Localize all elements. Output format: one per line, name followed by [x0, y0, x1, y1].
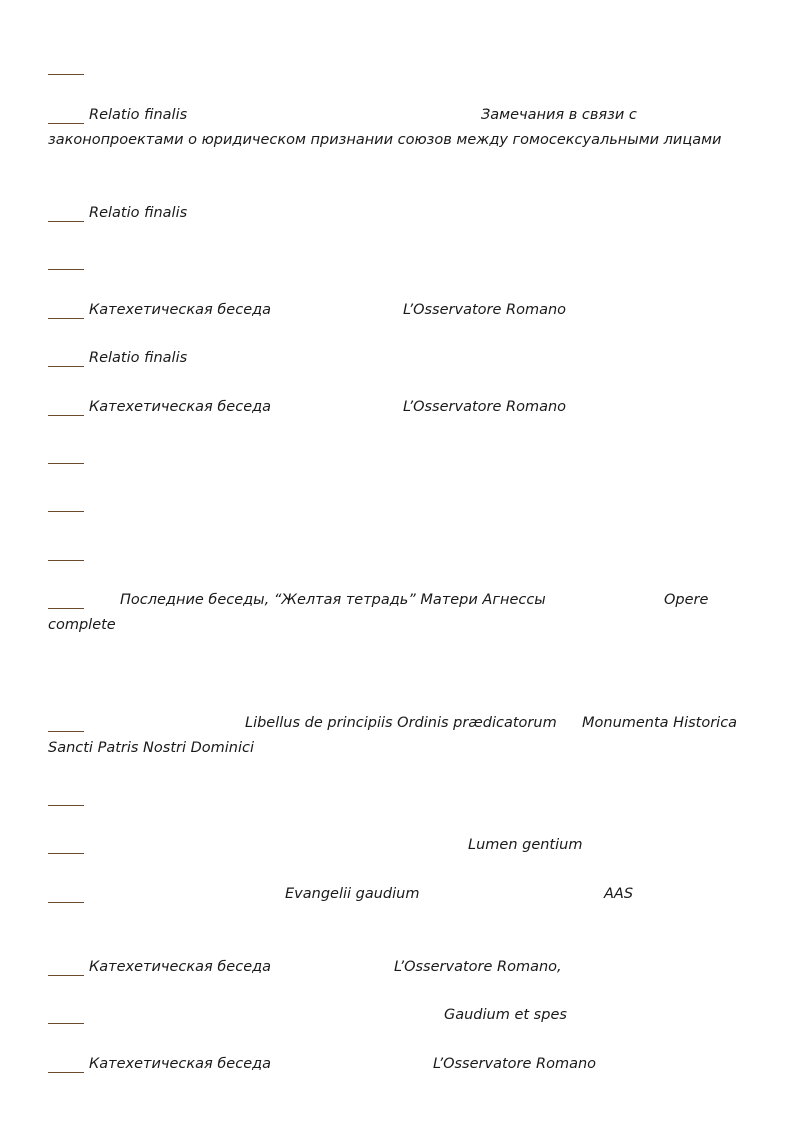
- source-title: Monumenta Historica: [582, 715, 738, 731]
- source-title: Relatio finalis: [89, 350, 188, 366]
- footnote-rule: [48, 511, 84, 512]
- footnote-rule: [48, 74, 84, 75]
- source-title: Lumen gentium: [468, 837, 583, 853]
- footnote-rule: [48, 1072, 84, 1073]
- footnote-rule: [48, 853, 84, 854]
- source-title: L’Osservatore Romano: [403, 302, 567, 318]
- footnote-rule: [48, 318, 84, 319]
- footnote-rule: [48, 221, 84, 222]
- source-title: Gaudium et spes: [444, 1007, 567, 1023]
- source-title: L’Osservatore Romano,: [394, 959, 562, 975]
- source-title: L’Osservatore Romano: [433, 1056, 597, 1072]
- source-title: Катехетическая беседа: [89, 959, 272, 975]
- footnote-rule: [48, 415, 84, 416]
- footnote-rule: [48, 366, 84, 367]
- source-title: законопроектами о юридическом признании союзов между гомосексуальными лицами: [48, 132, 722, 148]
- footnote-rule: [48, 560, 84, 561]
- source-title: Relatio finalis: [89, 205, 188, 221]
- source-title: Последние беседы, “Желтая тетрадь” Матери Агнессы: [120, 592, 546, 608]
- source-title: L’Osservatore Romano: [403, 399, 567, 415]
- footnote-rule: [48, 463, 84, 464]
- source-title: complete: [48, 617, 116, 633]
- source-title: Замечания в связи с: [481, 107, 637, 123]
- footnote-rule: [48, 123, 84, 124]
- footnote-rule: [48, 1023, 84, 1024]
- source-title: Катехетическая беседа: [89, 1056, 272, 1072]
- footnote-rule: [48, 731, 84, 732]
- footnote-rule: [48, 902, 84, 903]
- footnote-rule: [48, 608, 84, 609]
- footnote-rule: [48, 975, 84, 976]
- source-title: Катехетическая беседа: [89, 399, 272, 415]
- footnote-rule: [48, 805, 84, 806]
- source-title: Катехетическая беседа: [89, 302, 272, 318]
- source-title: Evangelii gaudium: [285, 886, 420, 902]
- source-title: Libellus de principiis Ordinis prædicatorum: [245, 715, 557, 731]
- source-title: AAS: [604, 886, 634, 902]
- source-title: Sancti Patris Nostri Dominici: [48, 740, 255, 756]
- source-title: Opere: [664, 592, 709, 608]
- footnote-rule: [48, 269, 84, 270]
- source-title: Relatio finalis: [89, 107, 188, 123]
